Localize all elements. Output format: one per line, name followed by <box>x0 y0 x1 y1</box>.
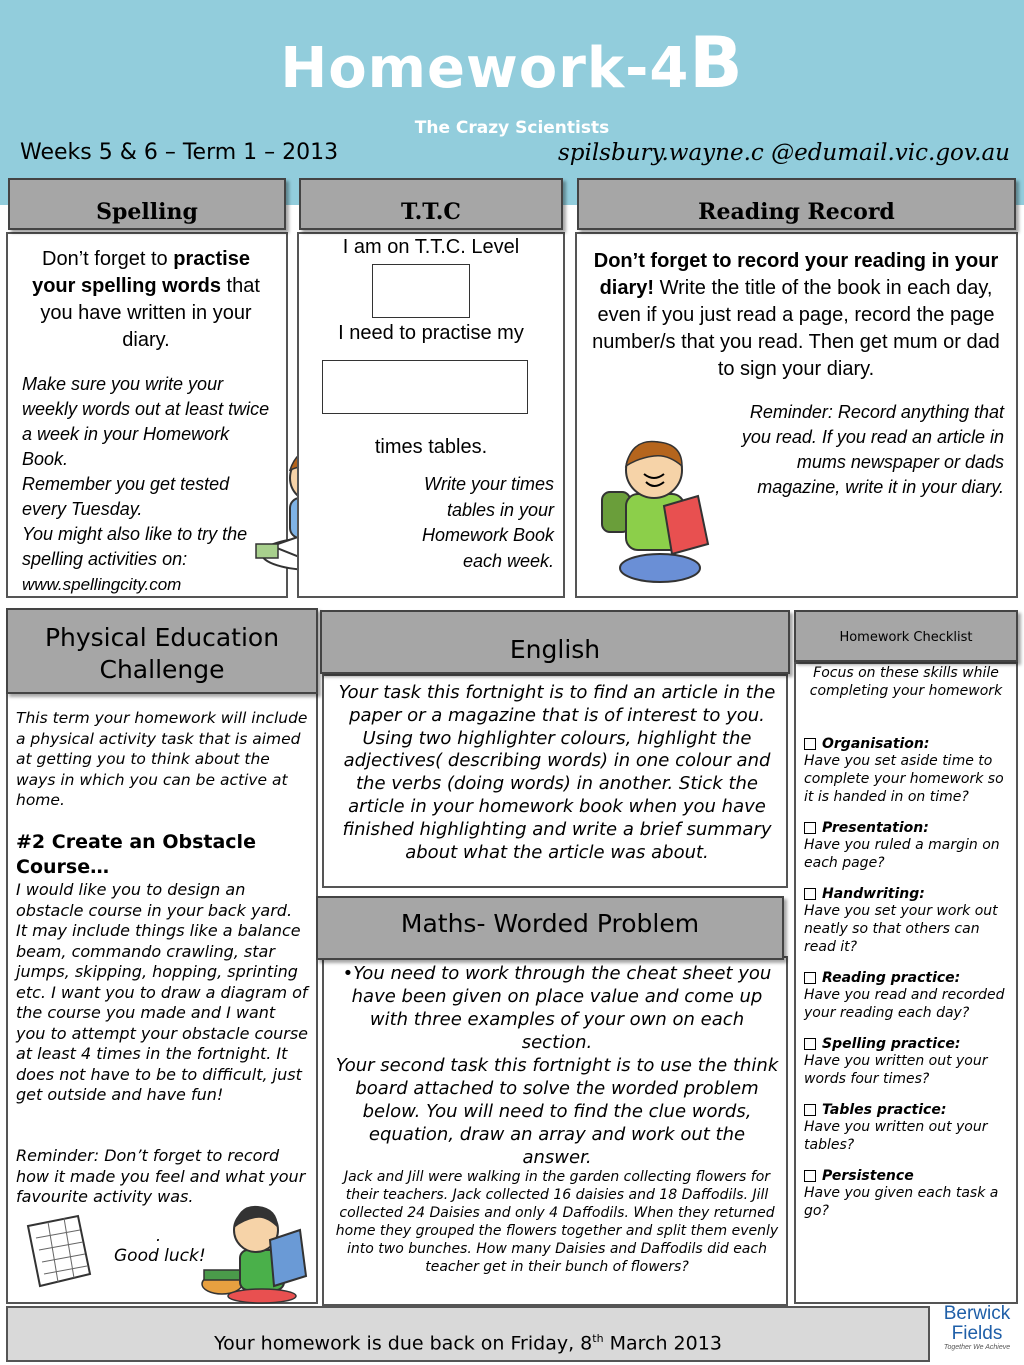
ttc-level-label: I am on T.T.C. Level <box>342 236 520 258</box>
spellingcity-link[interactable]: www.spellingcity.com <box>22 575 182 594</box>
pe-task-title: #2 Create an Obstacle Course… <box>16 831 256 878</box>
reading-reminder: Reminder: Record anything that you read. If you read an article in mums newspaper or dads magazine, write it in your diary. <box>741 402 1004 497</box>
pe-heading: Physical Education Challenge <box>6 608 318 694</box>
checkbox[interactable] <box>804 822 816 834</box>
school-logo: Berwick Fields Together We Achieve <box>943 1303 1011 1351</box>
reading-heading: Reading Record <box>577 178 1016 230</box>
checkbox[interactable] <box>804 1038 816 1050</box>
checkbox[interactable] <box>804 738 816 750</box>
reading-student-illustration <box>596 436 732 586</box>
teacher-email: spilsbury.wayne.c @edumail.vic.gov.au <box>557 140 1010 166</box>
pe-good-luck: Good luck! <box>114 1246 206 1266</box>
spelling-notes: Make sure you write your weekly words out at least twice a week in your Homework Book. Remember you get tested every Tuesday. You might also like to try the spelling activities on: www.spellingcity.com <box>22 372 270 597</box>
ttc-times-label: times tables. <box>374 436 488 458</box>
diagram-paper-illustration <box>22 1212 94 1292</box>
maths-problem: Jack and Jill were walking in the garden collecting flowers for their teachers. Jack collected 16 daisies and 18 Daffodils. Jill collected 24 Daisies and only 4 Daffodils. When they returned home they grouped the flowers together and split them evenly into two bunches. How many Daisies and Daffodils did each teacher get in their bunch of flowers? <box>335 1169 779 1275</box>
checklist-item: Organisation: Have you set aside time to complete your homework so it is handed in on time? <box>804 736 1004 805</box>
ttc-heading: T.T.C <box>299 178 563 230</box>
checkbox[interactable] <box>804 1170 816 1182</box>
page-title: Homework-4B <box>280 22 744 104</box>
pe-task-body: I would like you to design an obstacle course in your back yard. It may include things like a balance beam, commando crawling, star jumps, skipping, hopping, sprinting etc. I want you to draw a diagram of the course you made and I want you to attempt your obstacle course at least 4 times in the fortnight. It does not have to be to difficult, just get outside and have fun! <box>16 880 309 1104</box>
checklist-item: Persistence Have you given each task a go? <box>804 1168 999 1219</box>
checklist-heading: Homework Checklist <box>794 610 1018 662</box>
checklist-intro: Focus on these skills while completing your homework <box>809 665 1003 699</box>
spelling-intro: Don’t forget to practise your spelling words that you have written in your diary. <box>32 248 260 351</box>
pe-dot: . <box>156 1226 162 1245</box>
ttc-tables-box[interactable] <box>322 360 528 414</box>
checklist-list <box>804 736 1010 1234</box>
checkbox[interactable] <box>804 1104 816 1116</box>
reading-intro: Don’t forget to record your reading in your diary! Write the title of the book in each day, even if you just read a page, record the page number/s that you read. Then get mum or dad to sign your diary. <box>592 250 1000 380</box>
checkbox[interactable] <box>804 972 816 984</box>
maths-task1: •You need to work through the cheat sheet you have been given on place value and come up with three examples of your own on each section. <box>342 963 772 1053</box>
checkbox[interactable] <box>804 888 816 900</box>
ttc-level-box[interactable] <box>372 264 470 318</box>
maths-heading: Maths- Worded Problem <box>316 896 784 960</box>
pe-reminder: Reminder: Don’t forget to record how it made you feel and what your favourite activity was. <box>16 1146 306 1206</box>
english-body: Your task this fortnight is to find an article in the paper or a magazine that is of interest to you. Using two highlighter colours, highlight the adjectives( describing words) in one colour and the verbs (doing words) in another. Stick the article in your homework book when you have finished highlighting and write a brief summary about what the article was about. <box>338 682 776 863</box>
due-date: Your homework is due back on Friday, 8th March 2013 <box>214 1332 722 1355</box>
spelling-heading: Spelling <box>8 178 286 230</box>
weeks-label: Weeks 5 & 6 – Term 1 – 2013 <box>20 140 339 165</box>
page-subtitle: The Crazy Scientists <box>414 118 610 138</box>
pe-intro: This term your homework will include a physical activity task that is aimed at getting you to think about the ways in which you can be active at home. <box>16 709 308 809</box>
checklist-item: Spelling practice: Have you written out your words four times? <box>804 1036 988 1087</box>
ttc-note: Write your times tables in your Homework Book each week. <box>421 474 554 571</box>
ttc-practise-label: I need to practise my <box>338 322 524 344</box>
checklist-item: Tables practice: Have you written out your tables? <box>804 1102 988 1153</box>
checklist-item: Presentation: Have you ruled a margin on each page? <box>804 820 1000 871</box>
reading-girl-illustration <box>200 1200 312 1304</box>
english-heading: English <box>320 610 790 674</box>
checklist-item: Reading practice: Have you read and recorded your reading each day? <box>804 970 1005 1021</box>
maths-task2: Your second task this fortnight is to use the think board attached to solve the worded problem below. You will need to find the clue words, equation, draw an array and work out the answer. <box>335 1055 779 1168</box>
checklist-item: Handwriting: Have you set your work out neatly so that others can read it? <box>804 886 998 955</box>
